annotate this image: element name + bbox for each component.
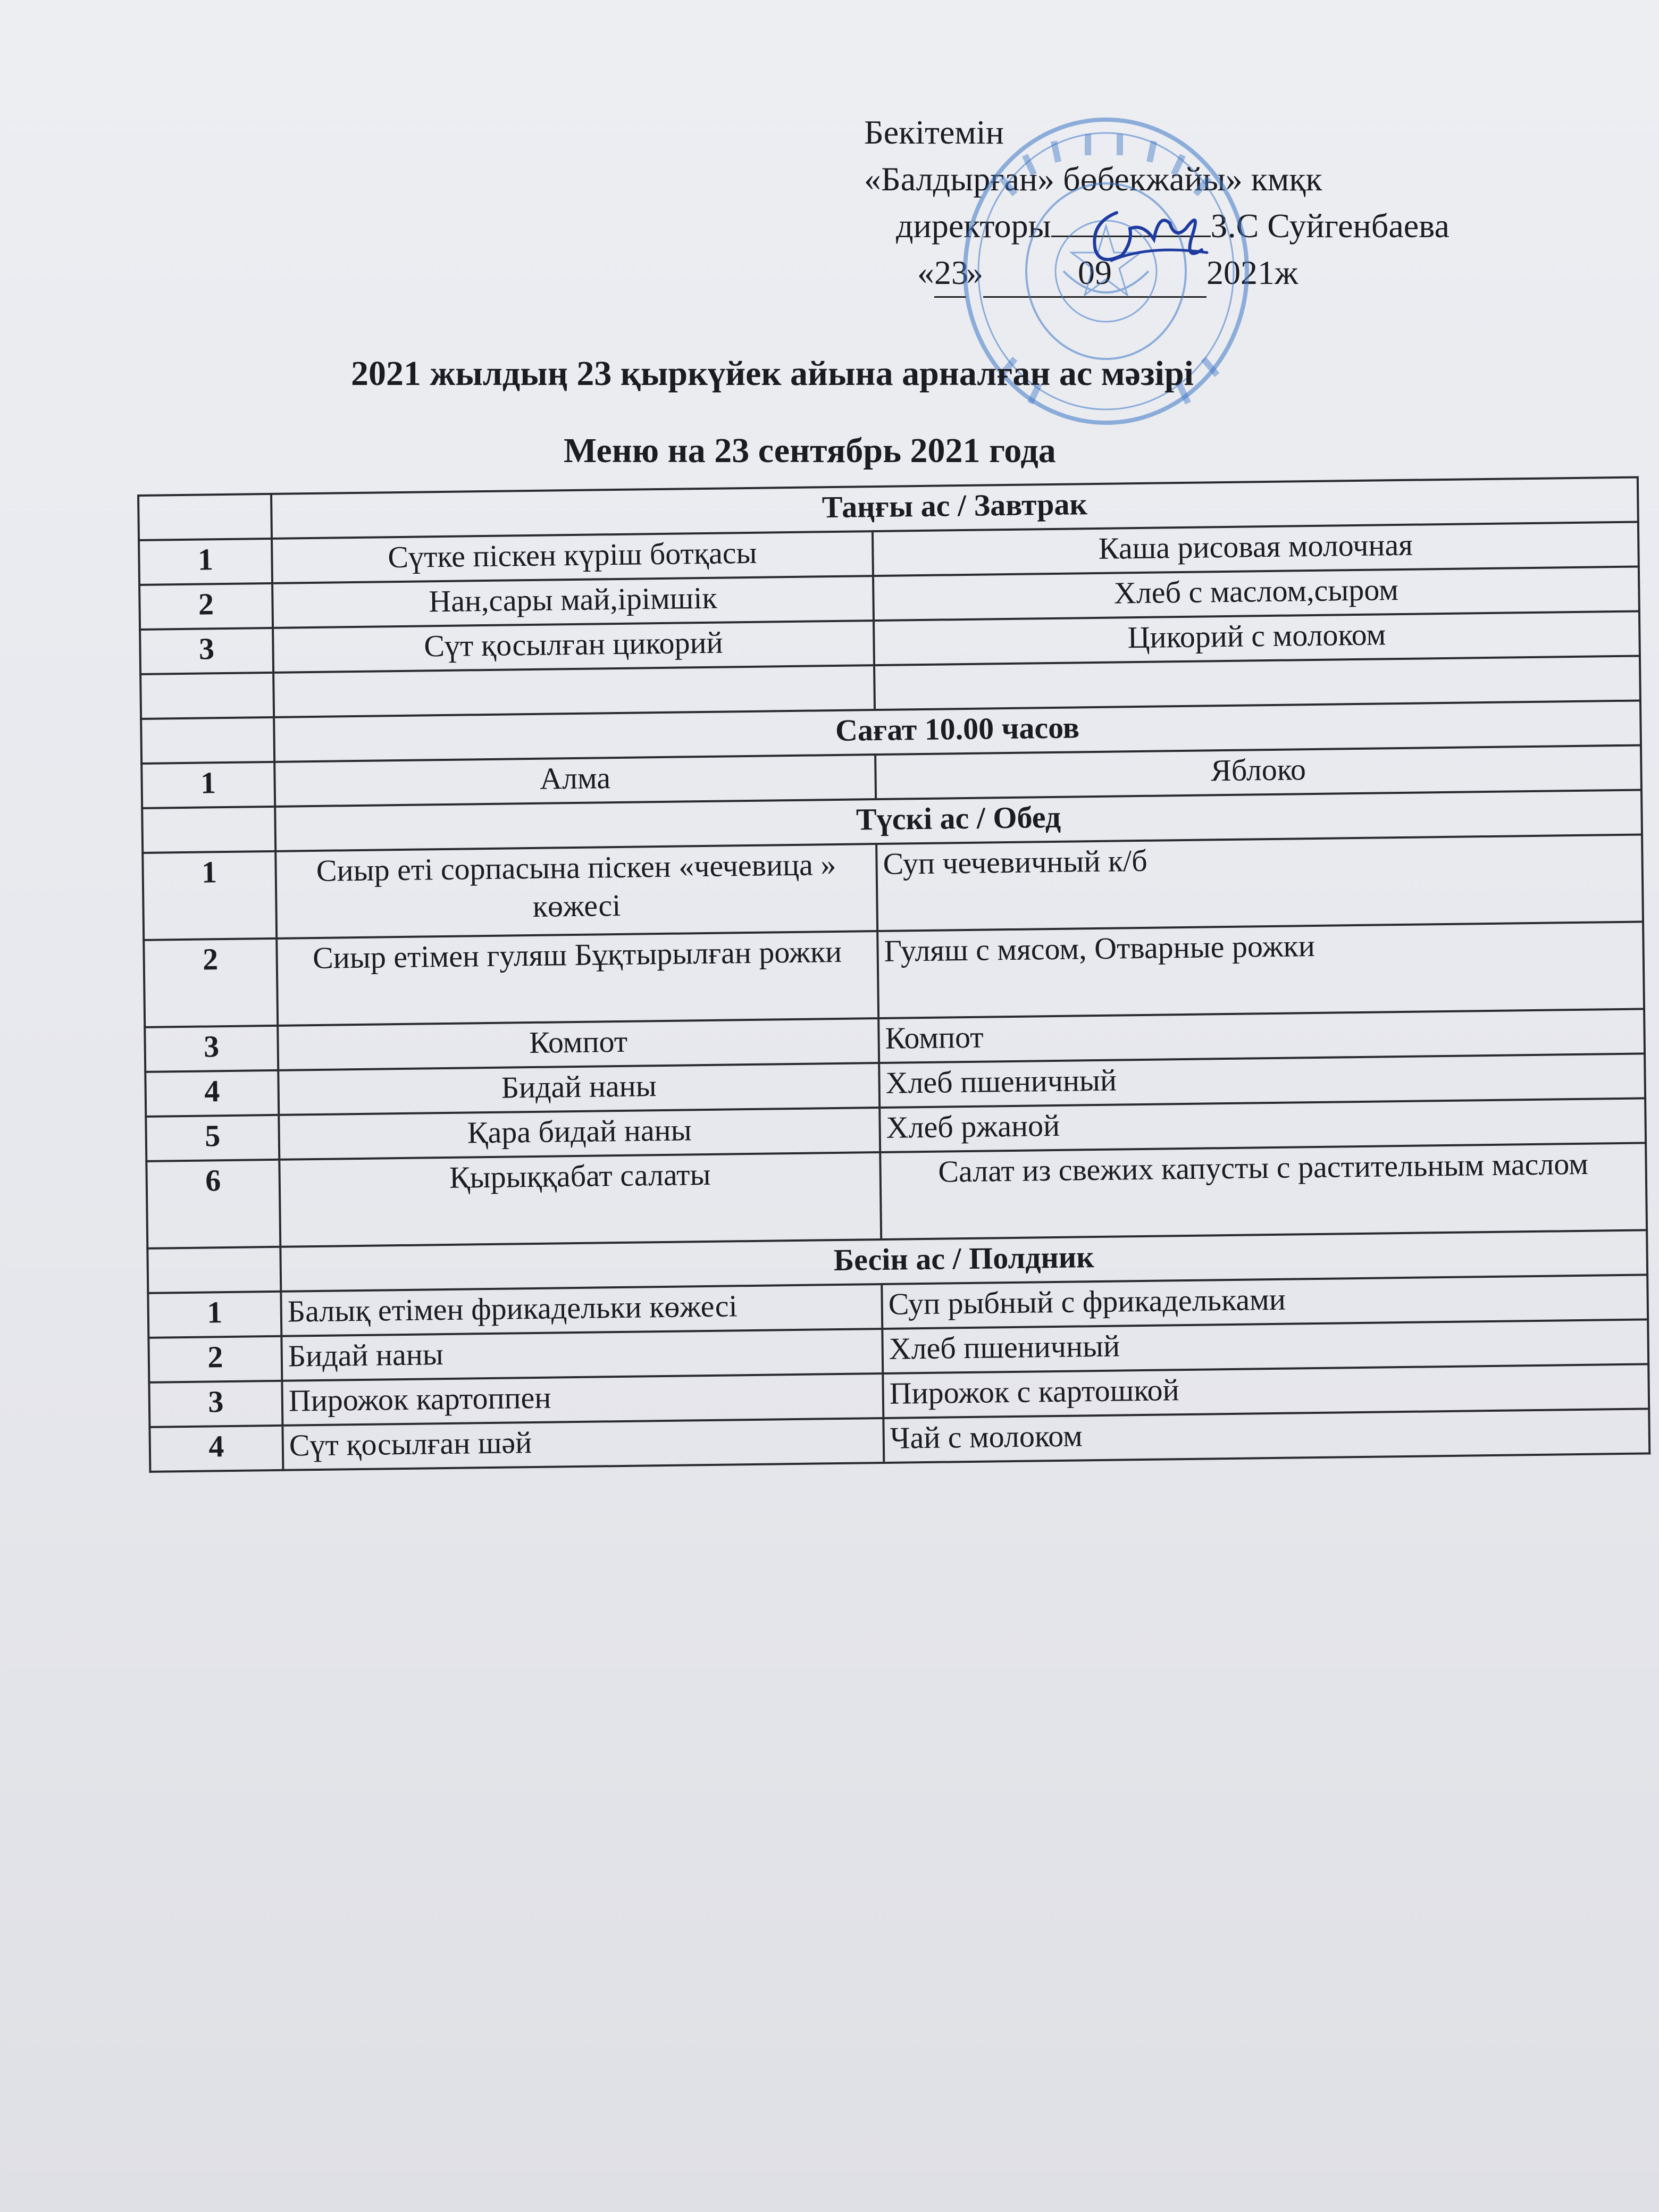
item-kazakh: Пирожок картоппен: [282, 1373, 883, 1426]
title-kazakh: 2021 жылдың 23 қыркүйек айына арналған ас мәзірі: [351, 354, 1194, 393]
item-number: 2: [139, 583, 273, 630]
item-number: [140, 673, 274, 719]
empty-cell: [142, 807, 275, 853]
date-quote-open: «: [917, 254, 934, 291]
item-russian: Чай с молоком: [883, 1409, 1649, 1463]
item-number: 4: [149, 1426, 283, 1472]
item-russian: Гуляш с мясом, Отварные рожки: [877, 921, 1644, 1018]
item-russian: Хлеб с маслом,сыром: [873, 567, 1639, 621]
item-russian: Салат из свежих капусты с растительным маслом: [880, 1143, 1647, 1239]
item-number: 2: [148, 1336, 282, 1382]
approval-line-2: «Балдырған» бөбекжайы» кмқк: [864, 160, 1322, 198]
item-kazakh: Сиыр еті сорпасына піскен «чечевица » көжесі: [275, 844, 877, 939]
item-number: 1: [141, 762, 275, 808]
item-russian: Суп рыбный с фрикадельками: [882, 1275, 1648, 1329]
item-russian: Цикорий с молоком: [874, 611, 1640, 666]
item-kazakh: Қырыққабат салаты: [279, 1152, 881, 1247]
section-title: Сағат 10.00 часов: [274, 700, 1641, 761]
handwritten-signature: [1079, 191, 1218, 308]
item-kazakh: Компот: [278, 1018, 879, 1070]
item-number: 3: [140, 628, 273, 674]
item-number: 1: [148, 1292, 281, 1338]
empty-cell: [147, 1247, 281, 1293]
date-day: 23: [934, 249, 966, 298]
date-month: 09: [983, 249, 1206, 298]
item-kazakh: Сүт қосылған шәй: [282, 1418, 884, 1470]
approval-role: директоры: [896, 207, 1051, 245]
item-russian: Яблоко: [875, 745, 1641, 799]
item-number: 3: [149, 1381, 282, 1427]
item-russian: Пирожок с картошкой: [883, 1364, 1649, 1418]
item-russian: Хлеб пшеничный: [882, 1319, 1648, 1373]
empty-cell: [141, 717, 274, 764]
item-kazakh: Балық етімен фрикадельки көжесі: [281, 1284, 882, 1336]
section-title: Түскі ас / Обед: [275, 790, 1642, 851]
section-title: Бесін ас / Полдник: [280, 1230, 1647, 1291]
item-number: 5: [146, 1115, 279, 1161]
item-kazakh: Алма: [274, 755, 876, 807]
item-number: 1: [143, 851, 276, 940]
item-kazakh: Нан,сары май,ірімшік: [272, 576, 874, 628]
item-russian: Суп чечевичный к/б: [876, 834, 1643, 931]
item-number: 4: [145, 1070, 279, 1117]
item-number: 3: [145, 1026, 278, 1072]
item-number: 2: [144, 939, 278, 1027]
section-title: Таңғы ас / Завтрак: [271, 477, 1638, 539]
item-kazakh: Бидай наны: [281, 1329, 883, 1381]
date-quote-close: »: [966, 254, 983, 291]
item-russian: Хлеб ржаной: [879, 1098, 1646, 1152]
empty-cell: [138, 494, 272, 540]
approval-line-1: Бекітемін: [864, 113, 1004, 151]
title-russian: Меню на 23 сентябрь 2021 года: [564, 431, 1056, 470]
item-kazakh: Сүтке піскен күріш ботқасы: [272, 531, 873, 583]
approval-name: З.С Суйгенбаева: [1210, 207, 1449, 245]
item-kazakh: Сүт қосылған цикорий: [273, 621, 874, 673]
menu-table: [137, 476, 1650, 1472]
date-year: 2021ж: [1206, 254, 1298, 291]
item-russian: Компот: [878, 1009, 1645, 1063]
item-kazakh: Қара бидай наны: [279, 1108, 880, 1160]
item-russian: Каша рисовая молочная: [873, 522, 1639, 576]
item-kazakh: [273, 665, 875, 717]
item-number: 1: [139, 539, 272, 585]
item-kazakh: Бидай наны: [278, 1063, 879, 1115]
item-number: 6: [146, 1160, 280, 1249]
item-russian: Хлеб пшеничный: [879, 1053, 1645, 1108]
item-kazakh: Сиыр етімен гуляш Бұқтырылған рожки: [276, 931, 878, 1026]
